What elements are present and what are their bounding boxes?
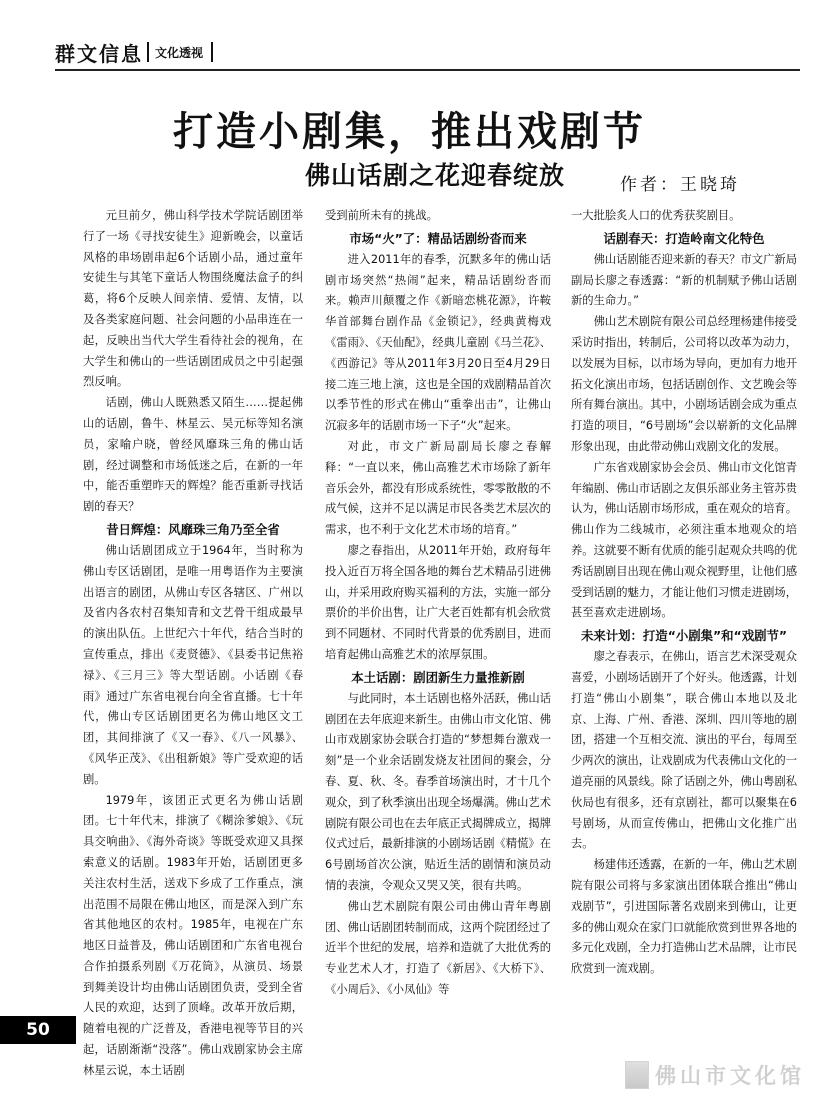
article-author: 作者：王晓琦 (620, 175, 740, 195)
body-paragraph: 对此，市文广新局副局长廖之春解释：“一直以来，佛山高雅艺术市场除了新年音乐会外，都没有形成系统性，零零散散的不成气候，这并不足以满足市民各类艺术层次的需求，也不利于文化艺术市场的培育。” (325, 439, 551, 537)
article-title: 打造小剧集，推出戏剧节 (173, 109, 646, 155)
header-rule (55, 69, 800, 71)
section-heading: 未来计划：打造“小剧集”和“戏剧节” (580, 628, 788, 644)
body-paragraph: 进入2011年的春季，沉默多年的佛山话剧市场突然“热闹”起来，精品话剧纷沓而来。赖声川颠覆之作《新暗恋桃花源》，许鞍华首部舞台剧作品《金锁记》，经典黄梅戏《雷雨》、《天仙配》，经典儿童剧《马兰花》、《西游记》等从2011年3月20日至4月29日接二连三地上演，这也是全国的戏剧精品首次以季节性的形式在佛山“重拳出击”，让佛山沉寂多年的话剧市场一下子“火”起来。 (325, 252, 551, 433)
section-subtitle: 文化透视 (155, 45, 204, 60)
body-paragraph: 广东省戏剧家协会会员、佛山市文化馆青年编剧、佛山市话剧之友俱乐部业务主管苏贵认为，佛山话剧市场形成，重在观众的培育。佛山作为二线城市，必须注重本地观众的培养。这就要不断有优质的能引起观众共鸣的优秀话剧剧目出现在佛山观众视野里，让他们感受到话剧的魅力，才能让他们习惯走进剧场，甚至喜欢走进剧场。 (571, 460, 797, 620)
text-column-3 (571, 206, 797, 980)
section-heading: 本土话剧：剧团新生力量推新剧 (351, 669, 525, 685)
body-paragraph: 与此同时，本土话剧也格外活跃，佛山话剧团在去年底迎来新生。由佛山市文化馆、佛山市戏剧家协会联合打造的“梦想舞台激戏一刻”是一个业余话剧发烧友社团间的聚会，分春、夏、秋、冬。春季首场演出时，才十几个观众，到了秋季演出出现全场爆满。佛山艺术剧院有限公司也在去年底正式揭牌成立，揭牌仪式过后，最新排演的小剧场话剧《精慌》在6号剧场首次公演，贴近生活的剧情和演员动情的表演，令观众又哭又笑，很有共鸣。 (325, 691, 551, 892)
watermark-text: 佛山市文化馆 (655, 1064, 805, 1088)
watermark (625, 1060, 805, 1090)
body-paragraph: 佛山艺术剧院有限公司由佛山青年粤剧团、佛山话剧团转制而成，这两个院团经过了近半个世纪的发展，培养和造就了大批优秀的专业艺术人才，打造了《新居》、《大桥下》、《小周后》、《小凤仙》等 (325, 899, 551, 996)
building-logo-icon (625, 1061, 649, 1089)
body-paragraph: 佛山话剧能否迎来新的春天？市文广新局副局长廖之春透露：“新的机制赋予佛山话剧新的生命力。” (571, 252, 797, 308)
body-paragraph: 佛山话剧团成立于1964年，当时称为佛山专区话剧团，是唯一用粤语作为主要演出语言的剧团，从佛山专区各辖区、广州以及省内各农村召集知青和文艺骨干组成最早的演出队伍。上世纪六十年代，结合当时的宣传重点，排出《麦贤德》、《县委书记焦裕禄》、《三月三》等大型话剧。小话剧《春雨》通过广东省电视台向全省直播。七十年代，佛山专区话剧团更名为佛山地区文工团，其间排演了《又一春》、《八一风暴》、《风华正茂》、《出租新娘》等广受欢迎的话剧。 (83, 543, 303, 786)
section-heading: 市场“火”了：精品话剧纷沓而来 (349, 230, 527, 246)
text-column-1 (83, 206, 303, 1082)
header-divider (147, 42, 149, 62)
body-paragraph: 受到前所未有的挑战。 (325, 209, 438, 222)
body-paragraph: 元旦前夕，佛山科学技术学院话剧团举行了一场《寻找安徒生》迎新晚会，以童话风格的串场剧串起6个话剧小品，通过童年安徒生与其笔下童话人物围绕魔法盒子的纠葛，将6个反映人间亲情、爱情、友情，以及各类家庭问题、社会问题的小品串连在一起，反映出当代大学生看待社会的视角，在大学生和佛山的一些话剧团成员之中引起强烈反响。 (83, 209, 303, 389)
body-paragraph: 廖之春指出，从2011年开始，政府每年投入近百万将全国各地的舞台艺术精品引进佛山，并采用政府购买福利的方法，实施一部分票价的半价出售，让广大老百姓都有机会欣赏到不同题材、不同时代背景的优秀剧目，进而培育起佛山高雅艺术的浓厚氛围。 (325, 543, 551, 661)
body-paragraph: 1979年，该团正式更名为佛山话剧团。七十年代末，排演了《糊涂爹娘》、《玩具交响曲》、《海外奇谈》等既受欢迎又具探索意义的话剧。1983年开始，话剧团更多关注农村生活，送戏下乡成了工作重点，演出范围不局限在佛山地区，而是深入到广东省其他地区的农村。1985年，电视在广东地区日益普及，佛山话剧团和广东省电视台合作拍摄系列剧《万花筒》，从演员、场景到舞美设计均由佛山话剧团负责，受到全省人民的欢迎，达到了顶峰。改革开放后期，随着电视的广泛普及，香港电视等节目的兴起，话剧渐渐“没落”。佛山戏剧家协会主席林星云说，本土话剧 (83, 793, 303, 1077)
article-subtitle: 佛山话剧之花迎春绽放 (305, 161, 566, 190)
body-paragraph: 佛山艺术剧院有限公司总经理杨建伟接受采访时指出，转制后，公司将以改革为动力，以发展为目标，以市场为导向，更加有力地开拓文化演出市场，包括话剧创作、文艺晚会等所有舞台演出。其中，小剧场话剧会成为重点打造的项目，“6号剧场”会以崭新的文化品牌形象出现，由此带动佛山戏剧文化的发展。 (571, 315, 797, 453)
page-number: 50 (0, 1016, 76, 1044)
section-heading: 话剧春天：打造岭南文化特色 (603, 230, 765, 246)
body-paragraph: 一大批脍炙人口的优秀获奖剧目。 (571, 209, 741, 222)
header-divider-end (211, 42, 213, 62)
body-paragraph: 杨建伟还透露，在新的一年，佛山艺术剧院有限公司将与多家演出团体联合推出“佛山戏剧节”，引进国际著名戏剧来到佛山，让更多的佛山观众在家门口就能欣赏到世界各地的多元化戏剧，全力打造佛山艺术品牌，让市民欣赏到一流戏剧。 (571, 858, 797, 976)
section-title: 群文信息 (55, 41, 143, 66)
body-paragraph: 话剧，佛山人既熟悉又陌生……提起佛山的话剧，鲁牛、林星云、吴元标等知名演员，家喻户晓，曾经风靡珠三角的佛山话剧，经过调整和市场低迷之后，在新的一年中，能否重塑昨天的辉煌？能否重新寻找话剧的春天？ (83, 396, 303, 514)
page-header (55, 36, 213, 68)
text-column-2 (325, 206, 551, 1001)
body-paragraph: 廖之春表示，在佛山，语言艺术深受观众喜爱，小剧场话剧开了个好头。他透露，计划打造“佛山小剧集”，联合佛山本地以及北京、上海、广州、香港、深圳、四川等地的剧团，搭建一个互相交流、演出的平台，每周至少两次的演出，让戏剧成为代表佛山文化的一道亮丽的风景线。除了话剧之外，佛山粤剧私伙局也有很多，还有京剧社，都可以聚集在6号剧场，从而宣传佛山，把佛山文化推广出去。 (571, 650, 797, 851)
section-heading: 昔日辉煌：风靡珠三角乃至全省 (106, 521, 280, 537)
